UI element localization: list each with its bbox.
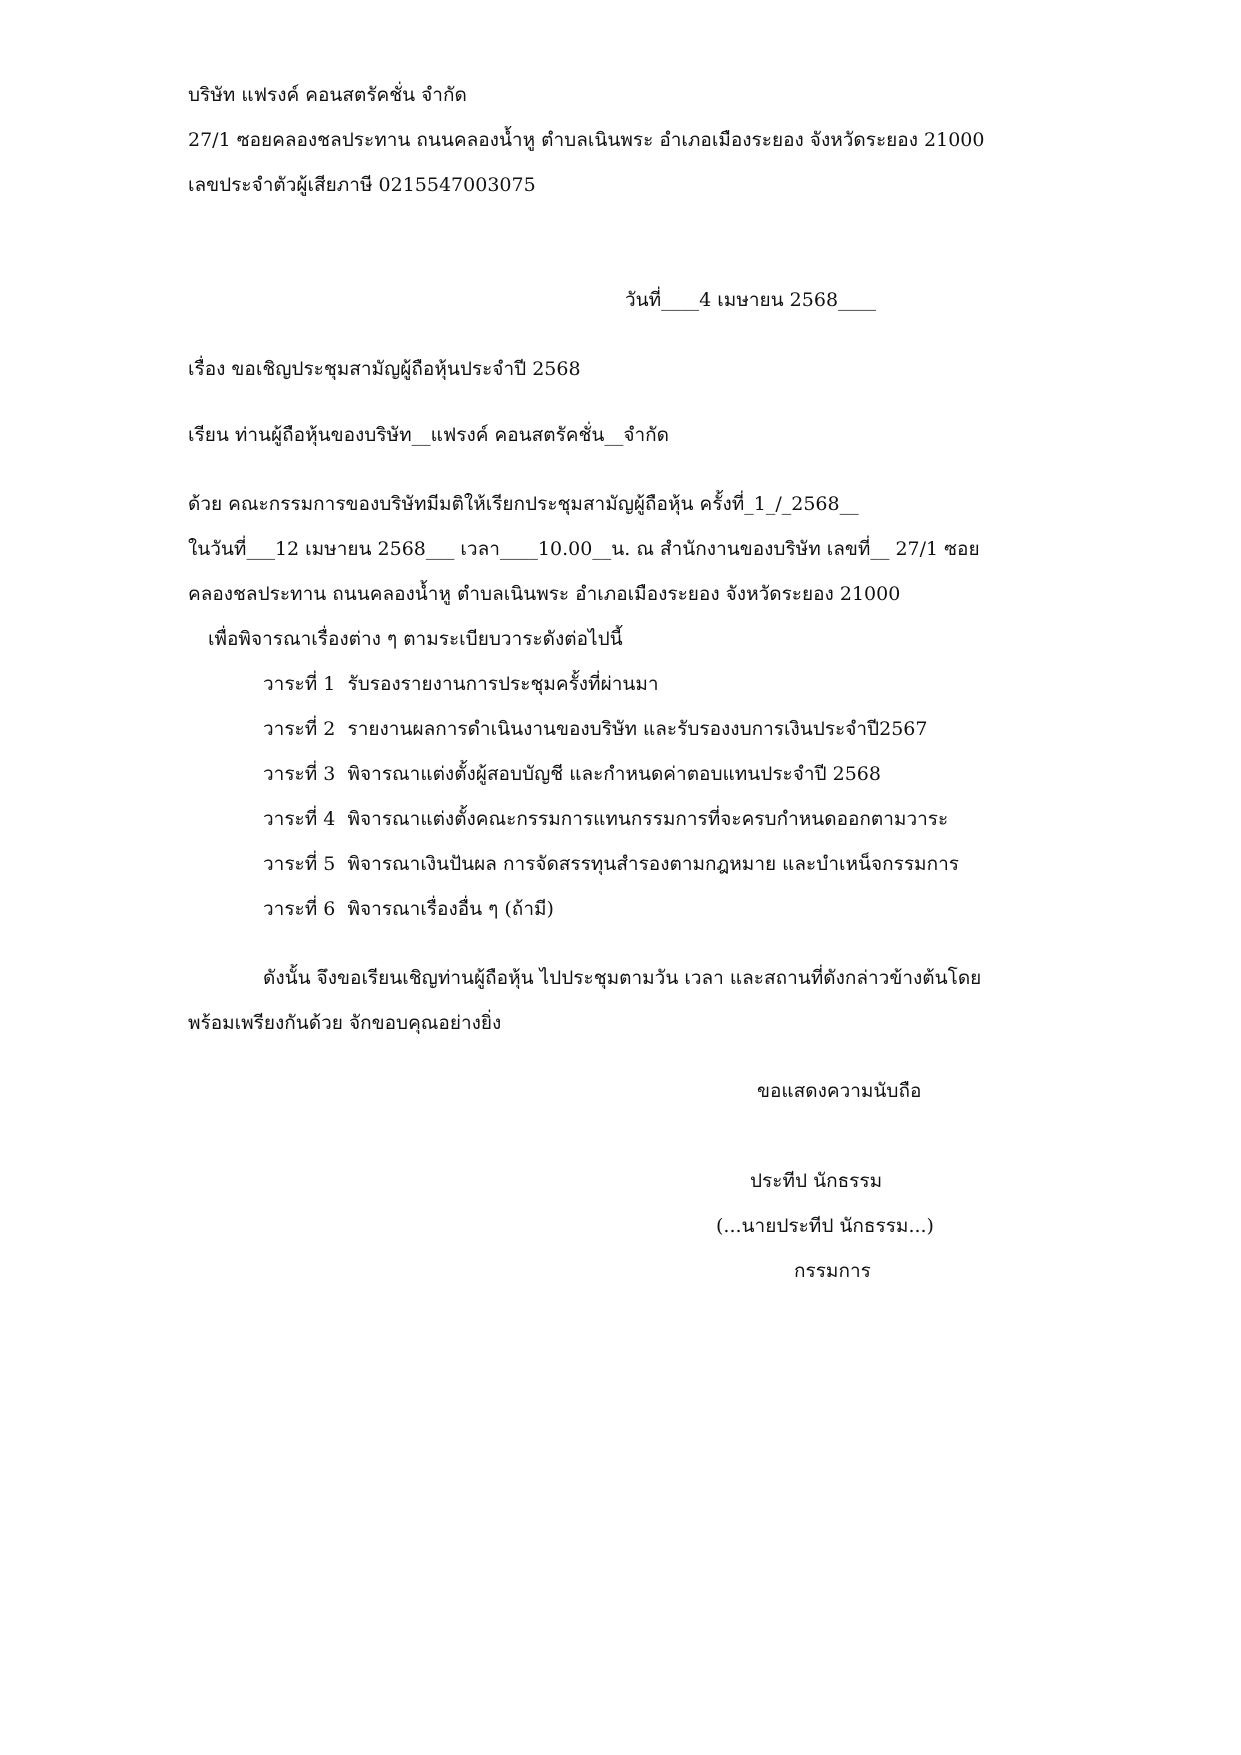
regards: ขอแสดงความนับถือ <box>757 1080 922 1102</box>
tax-id: เลขประจำตัวผู้เสียภาษี 0215547003075 <box>188 174 536 196</box>
body-line-2: ในวันที่___12 เมษายน 2568___ เวลา____10.00__น. ณ สำนักงานของบริษัท เลขที่__ 27/1 ซอย <box>188 538 980 560</box>
company-name: บริษัท แฟรงค์ คอนสตรัคชั่น จำกัด <box>188 84 467 106</box>
agenda-text: พิจารณาเรื่องอื่น ๆ (ถ้ามี) <box>347 898 554 920</box>
agenda-label: วาระที่ 5 <box>263 853 336 875</box>
closing-line-1: ดังนั้น จึงขอเรียนเชิญท่านผู้ถือหุ้น ไปประชุมตามวัน เวลา และสถานที่ดังกล่าวข้างต้นโดย <box>263 967 982 989</box>
printed-name: (...นายประทีป นักธรรม...) <box>716 1215 934 1237</box>
agenda-item <box>263 851 959 877</box>
agenda-item <box>263 806 948 832</box>
agenda-item <box>263 896 554 922</box>
agenda-text: รับรองรายงานการประชุมครั้งที่ผ่านมา <box>347 673 659 695</box>
agenda-label: วาระที่ 1 <box>263 673 336 695</box>
letter-subject: เรื่อง ขอเชิญประชุมสามัญผู้ถือหุ้นประจำปี 2568 <box>188 358 581 380</box>
agenda-label: วาระที่ 2 <box>263 718 336 740</box>
body-line-4: เพื่อพิจารณาเรื่องต่าง ๆ ตามระเบียบวาระดังต่อไปนี้ <box>208 628 623 650</box>
closing-line-2: พร้อมเพรียงกันด้วย จักขอบคุณอย่างยิ่ง <box>188 1012 502 1034</box>
agenda-item <box>263 716 927 742</box>
company-address: 27/1 ซอยคลองชลประทาน ถนนคลองน้ำหู ตำบลเนินพระ อำเภอเมืองระยอง จังหวัดระยอง 21000 <box>188 129 985 151</box>
agenda-text: รายงานผลการดำเนินงานของบริษัท และรับรองงบการเงินประจำปี2567 <box>347 718 928 740</box>
body-line-3: คลองชลประทาน ถนนคลองน้ำหู ตำบลเนินพระ อำเภอเมืองระยอง จังหวัดระยอง 21000 <box>188 583 901 605</box>
agenda-label: วาระที่ 6 <box>263 898 336 920</box>
signed-name: ประทีป นักธรรม <box>750 1170 883 1192</box>
agenda-item <box>263 761 881 787</box>
agenda-label: วาระที่ 4 <box>263 808 336 830</box>
letter-salutation: เรียน ท่านผู้ถือหุ้นของบริษัท__แฟรงค์ คอนสตรัคชั่น__จำกัด <box>188 424 670 446</box>
agenda-item <box>263 671 659 697</box>
agenda-text: พิจารณาแต่งตั้งคณะกรรมการแทนกรรมการที่จะครบกำหนดออกตามวาระ <box>347 808 949 830</box>
letter-date: วันที่____4 เมษายน 2568____ <box>625 289 877 311</box>
agenda-label: วาระที่ 3 <box>263 763 336 785</box>
body-line-1: ด้วย คณะกรรมการของบริษัทมีมติให้เรียกประชุมสามัญผู้ถือหุ้น ครั้งที่_1_/_2568__ <box>188 493 859 515</box>
agenda-text: พิจารณาแต่งตั้งผู้สอบบัญชี และกำหนดค่าตอบแทนประจำปี 2568 <box>347 763 881 785</box>
agenda-text: พิจารณาเงินปันผล การจัดสรรทุนสำรองตามกฎหมาย และบำเหน็จกรรมการ <box>347 853 959 875</box>
signer-position: กรรมการ <box>794 1260 871 1282</box>
